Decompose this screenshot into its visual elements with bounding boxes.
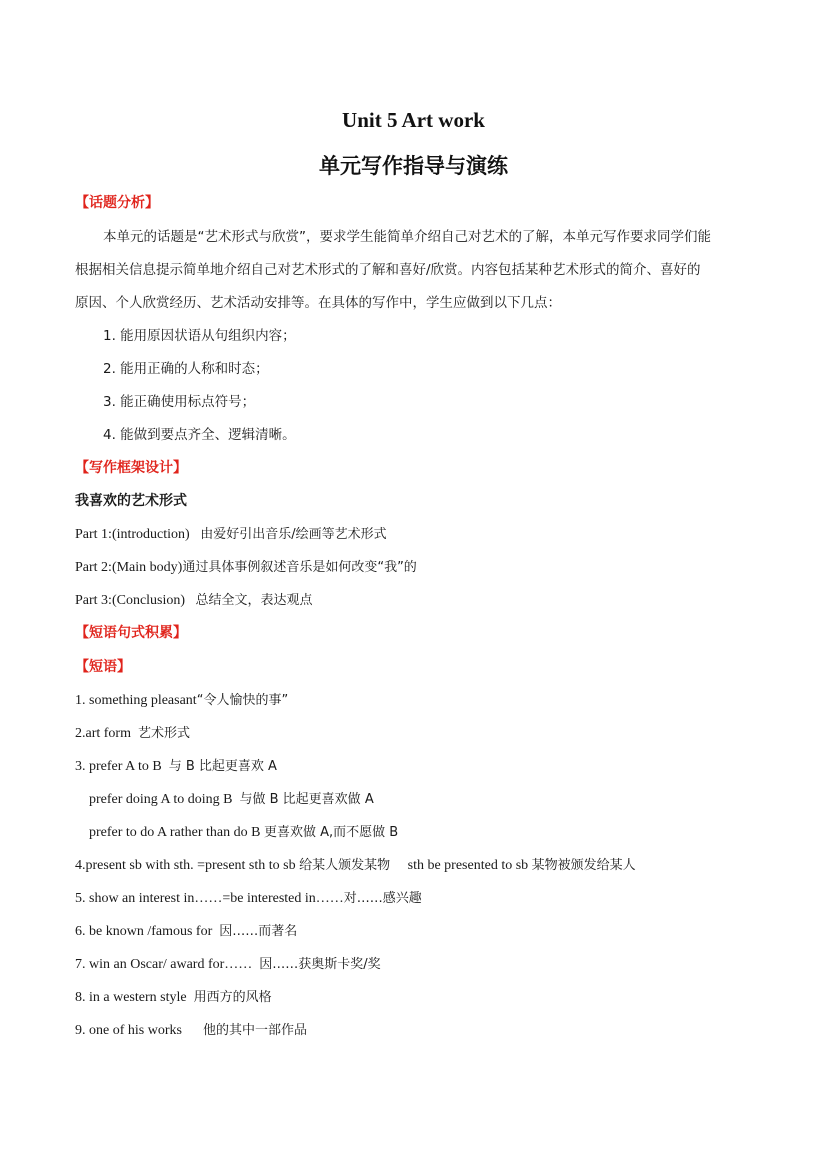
phrase-en: prefer doing A to doing B	[89, 792, 233, 807]
phrase-cn: 艺术形式	[137, 726, 190, 741]
frame-part-label: Part 2:(Main body)	[75, 560, 183, 575]
phrase-item	[75, 856, 636, 876]
phrase-cn: 与做 B 比起更喜欢做 A	[239, 792, 374, 807]
requirement-item: 4. 能做到要点齐全、逻辑清晰。	[103, 427, 296, 443]
unit-subtitle: 单元写作指导与演练	[319, 154, 508, 178]
phrase-cn: 因……获奥斯卡奖/奖	[259, 957, 381, 972]
phrase-en: 2.art form	[75, 726, 131, 741]
phrase-cn: 某物被颁发给某人	[531, 858, 636, 873]
phrase-cn: 给某人颁发某物	[299, 858, 391, 873]
phrase-item	[89, 823, 398, 843]
frame-part-desc: 由爱好引出音乐/绘画等艺术形式	[200, 527, 387, 542]
topic-line-2: 根据相关信息提示简单地介绍自己对艺术形式的了解和喜好/欣赏。内容包括某种艺术形式的简介、喜好的	[75, 262, 701, 278]
phrase-en: 1. something pleasant	[75, 693, 197, 708]
frame-part-2	[75, 558, 417, 578]
topic-paragraph	[75, 221, 755, 320]
phrase-item	[75, 955, 381, 975]
writing-frame-subtitle: 我喜欢的艺术形式	[75, 493, 187, 509]
phrase-cn: 用西方的风格	[193, 990, 272, 1005]
topic-line-1: 本单元的话题是“艺术形式与欣赏”，要求学生能简单介绍自己对艺术的了解，本单元写作要求同学们能	[103, 229, 711, 245]
phrase-en: 9. one of his works	[75, 1023, 182, 1038]
phrase-cn: 因……而著名	[219, 924, 298, 939]
frame-part-label: Part 1:(introduction)	[75, 527, 190, 542]
phrase-item	[75, 889, 422, 909]
phrase-en: prefer to do A rather than do B	[89, 825, 261, 840]
phrases-sentences-heading: 【短语句式积累】	[75, 625, 187, 641]
phrase-en: 3. prefer A to B	[75, 759, 162, 774]
phrase-en: 4.present sb with sth. =present sth to sb	[75, 858, 296, 873]
frame-part-desc: 总结全文，表达观点	[195, 593, 313, 608]
unit-title: Unit 5 Art work	[342, 108, 485, 132]
phrase-item	[75, 724, 190, 744]
phrase-item	[75, 757, 277, 777]
phrase-cn: 他的其中一部作品	[202, 1023, 307, 1038]
phrase-en: 5. show an interest in……=be interested in……	[75, 891, 344, 906]
phrase-item	[75, 691, 288, 711]
topic-analysis-heading: 【话题分析】	[75, 195, 159, 211]
phrase-item	[75, 1021, 307, 1041]
requirement-item: 1. 能用原因状语从句组织内容；	[103, 328, 296, 344]
requirement-item: 3. 能正确使用标点符号；	[103, 394, 256, 410]
phrase-en: sth be presented to sb	[407, 858, 529, 873]
frame-part-desc: 通过具体事例叙述音乐是如何改变“我”的	[182, 560, 417, 575]
phrase-cn: 对……感兴趣	[343, 891, 422, 906]
topic-line-3: 原因、个人欣赏经历、艺术活动安排等。在具体的写作中，学生应做到以下几点：	[75, 295, 561, 311]
phrase-item	[89, 790, 374, 810]
phrase-en: 8. in a western style	[75, 990, 187, 1005]
phrase-cn: 更喜欢做 A,而不愿做 B	[263, 825, 399, 840]
frame-part-3	[75, 591, 313, 611]
phrase-cn: 与 B 比起更喜欢 A	[168, 759, 277, 774]
phrase-item	[75, 988, 272, 1008]
writing-frame-heading: 【写作框架设计】	[75, 460, 187, 476]
phrase-item	[75, 922, 297, 942]
requirement-item: 2. 能用正确的人称和时态；	[103, 361, 269, 377]
frame-part-label: Part 3:(Conclusion)	[75, 593, 186, 608]
frame-part-1	[75, 525, 387, 545]
phrase-cn: “令人愉快的事”	[196, 693, 289, 708]
phrase-en: 6. be known /famous for	[75, 924, 213, 939]
phrase-en: 7. win an Oscar/ award for……	[75, 957, 253, 972]
phrases-heading: 【短语】	[75, 659, 131, 675]
